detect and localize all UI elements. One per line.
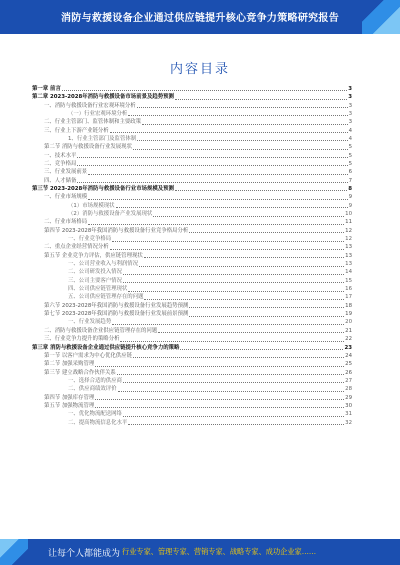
toc-leader-dots (189, 316, 344, 317)
toc-entry-page: 7 (348, 177, 352, 184)
toc-leader-dots (123, 282, 344, 283)
toc-entry-page: 13 (345, 252, 352, 259)
toc-entry-label: 二、行业主管部门、监管体制和主要政策 (44, 119, 142, 126)
table-of-contents (32, 84, 352, 426)
toc-entry-label: 一、行业市场规模 (44, 194, 88, 201)
toc-leader-dots (118, 391, 345, 392)
toc-entry-page: 19 (345, 311, 352, 318)
toc-entry-label: 二、公司研发投入情况 (68, 269, 122, 276)
toc-leader-dots (77, 157, 347, 158)
toc-leader-dots (120, 341, 344, 342)
toc-entry-label: （一）行业宏观环境分析 (68, 110, 128, 117)
toc-entry-page: 16 (345, 286, 352, 293)
toc-leader-dots (175, 99, 347, 100)
toc-entry-page: 12 (345, 236, 352, 243)
toc-entry[interactable] (32, 101, 352, 109)
toc-entry-label: 第一节 以客户需求为中心优化供应链 (44, 352, 132, 359)
toc-entry-label: 第五节 加强物流管理 (44, 402, 95, 409)
toc-leader-dots (95, 399, 344, 400)
toc-entry-page: 5 (348, 160, 352, 167)
toc-entry-label: 一、消防与救援设备行业宏观环境分析 (44, 102, 136, 109)
toc-entry-label: （2）消防与救援设备产业发展现状 (68, 211, 153, 217)
toc-entry-page: 28 (345, 386, 352, 393)
toc-entry[interactable] (32, 226, 352, 234)
toc-entry[interactable] (32, 318, 352, 326)
toc-entry-page: 12 (345, 227, 352, 234)
toc-entry-label: 二、供应商绩效评价 (68, 386, 117, 393)
toc-entry[interactable] (32, 109, 352, 117)
toc-entry-label: 三、行业竞争力提升的策略分析 (44, 336, 120, 343)
toc-entry-page: 3 (348, 119, 352, 126)
toc-leader-dots (144, 299, 344, 300)
toc-entry-page: 14 (345, 269, 352, 276)
toc-entry-page: 20 (345, 319, 352, 326)
toc-entry[interactable] (32, 117, 352, 125)
toc-entry-page: 31 (345, 411, 352, 418)
toc-leader-dots (88, 199, 347, 200)
toc-entry-label: 第七节 2023-2028年我国消防与救援设备行业发展前景预测 (44, 311, 189, 318)
toc-entry-label: 第二节 消防与救援设备行业发展现状 (44, 144, 132, 151)
toc-entry[interactable] (32, 359, 352, 367)
toc-entry[interactable] (32, 218, 352, 226)
toc-leader-dots (128, 424, 344, 425)
toc-entry[interactable] (32, 268, 352, 276)
toc-entry-page: 23 (344, 344, 352, 351)
toc-entry[interactable] (32, 301, 352, 309)
toc-entry[interactable] (32, 326, 352, 334)
toc-entry-label: 第三章 消防与救援设备企业通过供应链提升核心竞争力的策略 (32, 344, 180, 351)
toc-entry-label: 二、提高物流信息化水平 (68, 419, 128, 426)
toc-leader-dots (95, 407, 344, 408)
toc-entry-page: 26 (345, 369, 352, 376)
toc-entry[interactable] (32, 401, 352, 409)
toc-leader-dots (77, 165, 347, 166)
toc-leader-dots (123, 274, 344, 275)
toc-leader-dots (88, 224, 344, 225)
report-footer (0, 539, 400, 565)
toc-entry-label: 一、公司营业收入与利润情况 (68, 261, 139, 268)
toc-entry-page: 22 (345, 336, 352, 343)
toc-entry-label: 第二章 2023-2028年消防与救援设备市场前景及趋势预测 (32, 94, 174, 101)
toc-entry-page: 9 (348, 202, 352, 209)
toc-entry[interactable] (32, 276, 352, 284)
toc-entry-page: 18 (345, 302, 352, 309)
toc-entry[interactable] (32, 84, 352, 92)
toc-entry-page: 17 (345, 294, 352, 301)
toc-leader-dots (189, 307, 344, 308)
toc-entry-page: 4 (348, 127, 352, 134)
toc-entry-label: 第一章 前言 (32, 85, 61, 92)
toc-leader-dots (112, 324, 344, 325)
toc-entry[interactable] (32, 151, 352, 159)
toc-entry[interactable] (32, 176, 352, 184)
toc-entry[interactable] (32, 201, 352, 209)
toc-entry-page: 5 (348, 152, 352, 159)
toc-entry-label: 第二节 加强采购管理 (44, 361, 95, 368)
toc-entry[interactable] (32, 167, 352, 175)
toc-entry-label: 1、行业主管部门及监管体制 (68, 135, 137, 142)
toc-entry-page: 10 (345, 211, 352, 217)
toc-entry[interactable] (32, 376, 352, 384)
toc-entry[interactable] (32, 184, 352, 192)
toc-leader-dots (123, 382, 344, 383)
toc-leader-dots (62, 90, 347, 91)
toc-entry[interactable] (32, 259, 352, 267)
footer-tags: 行业专家、管理专家、营销专家、战略专家、成功企业家…… (122, 547, 317, 556)
toc-entry[interactable] (32, 409, 352, 417)
toc-entry-page: 13 (345, 244, 352, 251)
toc-entry[interactable] (32, 309, 352, 317)
toc-entry-page: 27 (345, 377, 352, 384)
toc-leader-dots (128, 291, 344, 292)
toc-leader-dots (144, 257, 344, 258)
toc-entry-label: 第四节 2023-2028年我国消防与救援设备行业竞争格局分析 (44, 227, 189, 234)
toc-entry-label: 三、公司主要客户情况 (68, 277, 122, 284)
footer-slogan: 让每个人都能成为 (48, 549, 121, 559)
toc-leader-dots (137, 107, 348, 108)
toc-entry[interactable] (32, 334, 352, 342)
toc-leader-dots (133, 149, 348, 150)
toc-entry-page: 5 (348, 144, 352, 151)
toc-leader-dots (153, 216, 344, 217)
toc-leader-dots (110, 249, 344, 250)
toc-entry-page: 11 (345, 219, 352, 226)
toc-entry[interactable] (32, 384, 352, 392)
toc-entry-label: 五、公司供应链管理存在的问题 (68, 294, 144, 301)
toc-entry-label: 第三节 2023-2028年消防与救援设备行业市场规模及预测 (32, 185, 174, 192)
toc-entry[interactable] (32, 234, 352, 242)
toc-entry-page: 4 (348, 135, 352, 142)
toc-entry-label: 第五节 企业竞争力评估，供应链管理现状 (44, 252, 143, 259)
toc-entry-label: 三、行业发展前景 (44, 169, 88, 176)
toc-leader-dots (116, 207, 348, 208)
toc-entry[interactable] (32, 209, 352, 217)
toc-entry-label: 一、选择合适的供应商 (68, 377, 122, 384)
toc-entry-label: 第四节 加强库存管理 (44, 394, 95, 401)
toc-entry-label: 一、行业竞争格局 (68, 236, 112, 243)
toc-entry[interactable] (32, 393, 352, 401)
toc-entry-label: 一、优化物流配送网络 (68, 411, 122, 418)
toc-leader-dots (77, 182, 347, 183)
toc-entry-page: 30 (345, 402, 352, 409)
toc-entry[interactable] (32, 368, 352, 376)
toc-leader-dots (112, 241, 344, 242)
report-header (0, 0, 400, 34)
toc-entry[interactable] (32, 284, 352, 292)
toc-entry-label: 二、竞争格局 (44, 160, 77, 167)
toc-leader-dots (180, 349, 343, 350)
report-title: 消防与救援设备企业通过供应链提升核心竞争力策略研究报告 (60, 13, 340, 24)
toc-entry[interactable] (32, 159, 352, 167)
toc-entry-label: 四、人才储备 (44, 177, 77, 184)
toc-entry-page: 32 (345, 419, 352, 426)
toc-leader-dots (110, 132, 348, 133)
toc-entry-page: 3 (348, 85, 352, 92)
toc-entry[interactable] (32, 126, 352, 134)
toc-leader-dots (139, 266, 344, 267)
toc-entry-page: 6 (348, 169, 352, 176)
toc-entry-page: 8 (348, 185, 352, 192)
toc-entry-page: 3 (348, 94, 352, 101)
toc-entry[interactable] (32, 418, 352, 426)
footer-decoration (0, 539, 28, 565)
toc-entry-label: 一、行业发展趋势 (68, 319, 112, 326)
toc-leader-dots (123, 416, 344, 417)
toc-entry[interactable] (32, 251, 352, 259)
toc-entry-label: 第三节 建立战略合作伙伴关系 (44, 369, 116, 376)
toc-entry-label: 三、行业上下游产业链分析 (44, 127, 109, 134)
toc-leader-dots (189, 232, 344, 233)
toc-entry[interactable] (32, 351, 352, 359)
toc-entry-page: 9 (348, 194, 352, 201)
toc-entry-page: 15 (345, 277, 352, 284)
toc-entry[interactable] (32, 142, 352, 150)
toc-leader-dots (137, 140, 347, 141)
toc-entry-page: 29 (345, 394, 352, 401)
toc-entry[interactable] (32, 192, 352, 200)
toc-leader-dots (95, 366, 344, 367)
toc-entry-label: 二、消防与救援设备企业供应链管理存在的问题 (44, 327, 158, 334)
header-decoration (362, 0, 400, 34)
toc-leader-dots (158, 332, 344, 333)
toc-entry[interactable] (32, 134, 352, 142)
toc-entry[interactable] (32, 92, 352, 100)
toc-leader-dots (175, 190, 347, 191)
toc-entry-label: 第六节 2023-2028年我国消防与救援设备行业发展趋势预测 (44, 302, 189, 309)
toc-leader-dots (128, 115, 347, 116)
toc-entry-page: 25 (345, 361, 352, 368)
toc-entry-page: 21 (345, 327, 352, 334)
toc-entry[interactable] (32, 343, 352, 351)
toc-leader-dots (142, 124, 348, 125)
toc-entry[interactable] (32, 243, 352, 251)
toc-entry-label: 一、技术水平 (44, 152, 77, 159)
toc-entry-label: 四、公司供应链管理现状 (68, 286, 128, 293)
toc-entry-page: 24 (345, 352, 352, 359)
toc-leader-dots (117, 374, 344, 375)
toc-leader-dots (88, 174, 347, 175)
toc-entry-label: （1）市场规模现状 (68, 202, 115, 209)
toc-entry[interactable] (32, 293, 352, 301)
toc-entry-label: 二、行业市场格局 (44, 219, 88, 226)
toc-entry-page: 13 (345, 261, 352, 268)
toc-entry-page: 3 (348, 110, 352, 117)
toc-leader-dots (133, 357, 344, 358)
toc-entry-label: 二、重点企业经营情况分析 (44, 244, 109, 251)
toc-title: 内容目录 (169, 62, 230, 77)
toc-entry-page: 3 (348, 102, 352, 109)
